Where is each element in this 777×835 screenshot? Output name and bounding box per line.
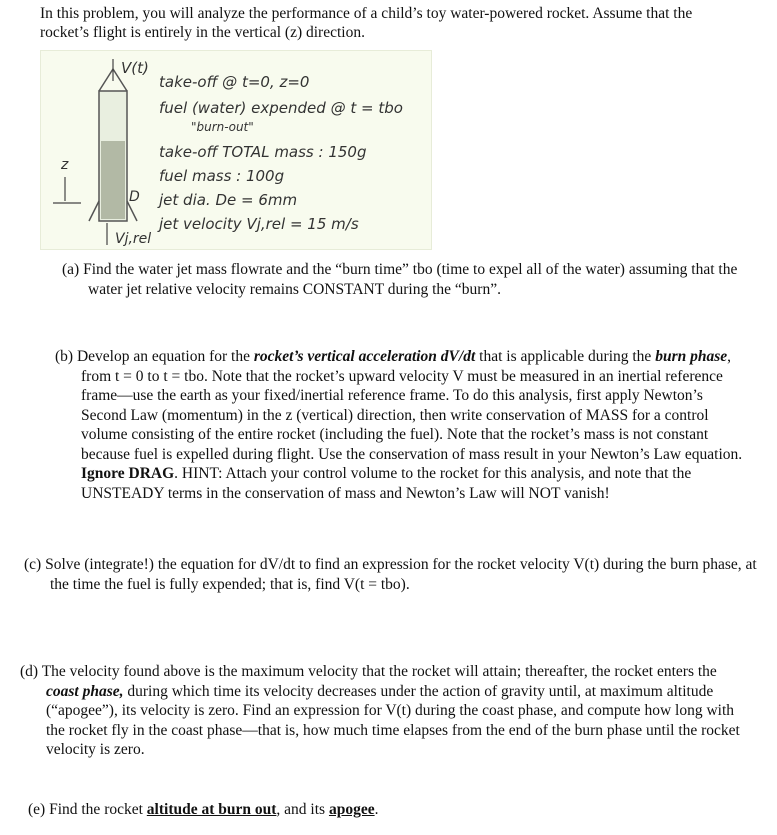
part-c-label: (c) xyxy=(24,556,42,573)
note-1: take-off @ t=0, z=0 xyxy=(159,73,310,91)
part-e-text-3: . xyxy=(374,801,379,818)
part-b-emph-1: rocket’s vertical acceleration dV/dt xyxy=(253,348,476,365)
part-b xyxy=(55,347,745,503)
note-2: fuel (water) expended @ t = tbo xyxy=(159,99,403,117)
part-b-text-2: that is applicable during the xyxy=(475,348,656,365)
z-axis-label: z xyxy=(61,157,69,173)
part-e-emph-1: altitude at burn out xyxy=(146,801,277,818)
part-b-emph-3: Ignore DRAG xyxy=(81,465,175,482)
part-b-label: (b) xyxy=(55,348,74,365)
diameter-label: D xyxy=(129,189,140,205)
part-b-text-3: , from t = 0 to t = tbo. Note that the rocket’s upward velocity V must be measured in an inertial reference frame—use the earth as your fixed/inertial reference frame. To do this analysis, first apply Newton’s Second Law (momentum) in the z (vertical) direction, then write conservation of MASS for a control volume consisting of the entire rocket (including the fuel). Note that the rocket’s mass is not constant because fuel is expelled during flight. Use the conservation of mass result in your Newton’s Law equation. xyxy=(81,348,743,463)
water-fill xyxy=(101,141,125,219)
part-d xyxy=(20,662,740,760)
part-b-text-1: Develop an equation for the xyxy=(76,348,254,365)
part-d-emph: coast phase, xyxy=(46,682,124,700)
part-c xyxy=(24,555,764,594)
note-6: jet dia. De = 6mm xyxy=(159,191,298,209)
note-4: take-off TOTAL mass : 150g xyxy=(159,143,367,161)
rocket-sketch xyxy=(40,50,432,250)
part-d-text-1: The velocity found above is the maximum velocity that the rocket will attain; thereafter, the rocket enters the xyxy=(41,663,717,680)
rocket-diagram xyxy=(41,51,431,249)
part-d-label: (d) xyxy=(20,663,39,680)
note-3: "burn-out" xyxy=(191,120,254,134)
part-e-text-1: Find the rocket xyxy=(49,801,147,818)
part-c-text: Solve (integrate!) the equation for dV/dt to find an expression for the rocket velocity V(t) during the burn phase, at the time the fuel is fully expended; that is, find V(t = tbo). xyxy=(45,556,757,593)
part-e-label: (e) xyxy=(28,801,46,818)
part-e-text-2: , and its xyxy=(276,801,329,818)
note-7: jet velocity Vj,rel = 15 m/s xyxy=(159,215,359,233)
part-a-text: Find the water jet mass flowrate and the “burn time” tbo (time to expel all of the water) assuming that the water jet relative velocity remains CONSTANT during the “burn”. xyxy=(83,261,738,298)
intro-paragraph: In this problem, you will analyze the performance of a child’s toy water-powered rocket. Assume that the rocket’s flight is entirely in the vertical (z) direction. xyxy=(40,5,693,41)
velocity-label: V(t) xyxy=(121,59,149,77)
part-b-emph-2: burn phase xyxy=(655,348,728,365)
part-d-text-2: during which time its velocity decreases under the action of gravity until, at maximum altitude (“apogee”), its velocity is zero. Find an expression for V(t) during the coast phase, and compute how long with the rocket fly in the coast phase—that is, how much time elapses from the end of the burn phase until the rocket velocity is zero. xyxy=(46,682,740,758)
part-b-text-4: . HINT: Attach your control volume to the rocket for this analysis, and note that the UNSTEADY terms in the conservation of mass and Newton’s Law will NOT vanish! xyxy=(81,465,692,502)
part-a xyxy=(62,260,742,299)
note-5: fuel mass : 100g xyxy=(159,167,285,185)
part-e xyxy=(28,800,748,820)
part-a-label: (a) xyxy=(62,261,80,278)
jet-label: Vj,rel xyxy=(115,231,152,247)
part-e-emph-2: apogee xyxy=(328,801,375,818)
